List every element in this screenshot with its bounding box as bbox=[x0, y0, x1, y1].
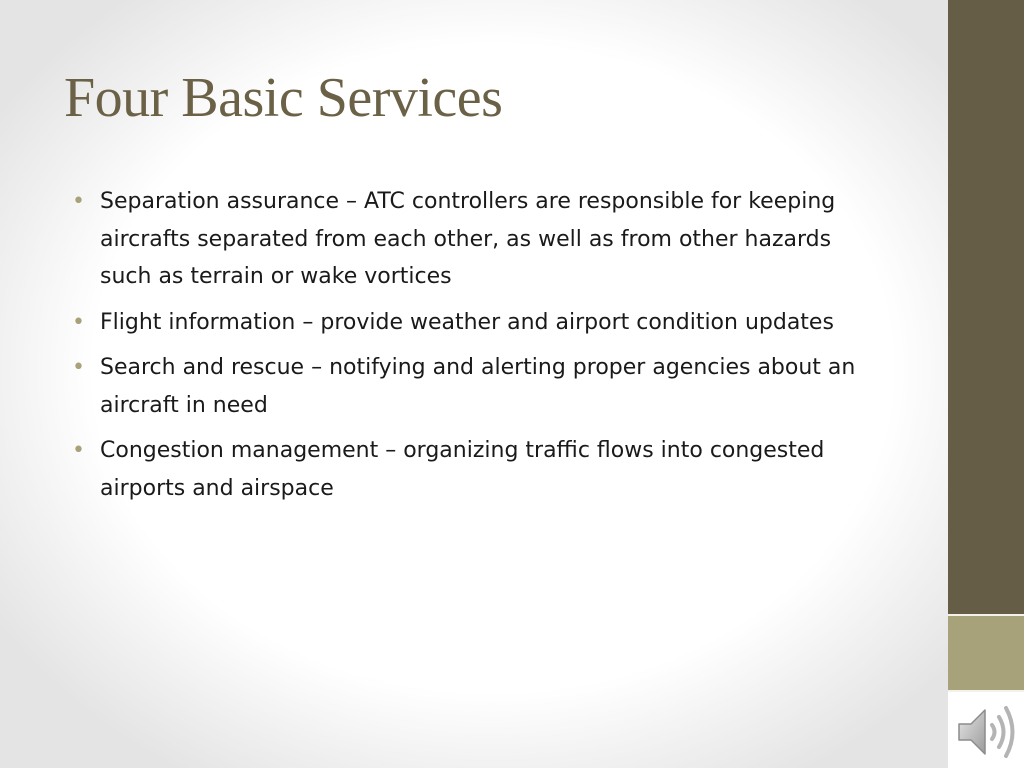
bullet-item bbox=[72, 183, 872, 296]
bullet-dot: • bbox=[72, 309, 85, 335]
bullet-text: Congestion management – organizing traffic flows into congested airports and airspace bbox=[100, 438, 825, 501]
sound-wave-medium bbox=[999, 717, 1004, 747]
speaker-icon-graphic bbox=[955, 700, 1019, 764]
bullet-dot: • bbox=[72, 438, 85, 463]
bullet-text: Search and rescue – notifying and alerting proper agencies about an aircraft in need bbox=[100, 355, 856, 418]
decorative-sidebar bbox=[948, 0, 1024, 768]
bullet-dot: • bbox=[72, 189, 85, 214]
bullet-item bbox=[72, 349, 872, 424]
bullet-dot: • bbox=[72, 355, 85, 380]
sidebar-dark-panel bbox=[948, 0, 1024, 614]
bullet-item bbox=[72, 432, 872, 507]
bullet-text: Flight information – provide weather and airport condition updates bbox=[100, 309, 834, 335]
bullet-list bbox=[72, 183, 872, 515]
slide-title: Four Basic Services bbox=[64, 67, 503, 129]
bullet-text: Separation assurance – ATC controllers are responsible for keeping aircrafts separated from each other, as well as from other hazards such as terrain or wake vortices bbox=[100, 189, 836, 289]
sidebar-light-panel bbox=[948, 616, 1024, 690]
speaker-icon[interactable] bbox=[955, 700, 1019, 764]
bullet-item bbox=[72, 304, 872, 342]
sound-wave-small bbox=[992, 725, 995, 739]
speaker-body bbox=[959, 710, 985, 754]
sound-wave-large bbox=[1006, 708, 1013, 756]
